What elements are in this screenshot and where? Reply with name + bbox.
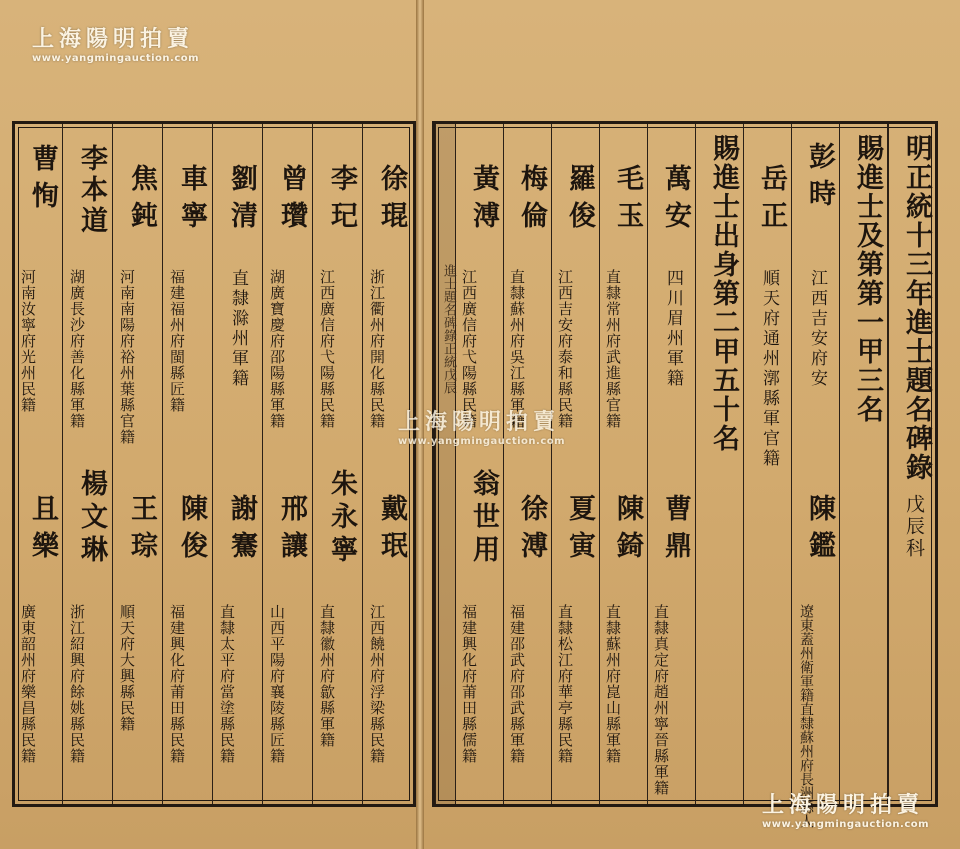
person-name: 謝騫 bbox=[226, 494, 257, 568]
list-item bbox=[743, 124, 791, 804]
native-place: 江西廣信府弋陽縣民籍 bbox=[318, 269, 336, 429]
person-name: 梅倫 bbox=[516, 164, 547, 238]
native-place: 湖廣寶慶府邵陽縣軍籍 bbox=[268, 269, 286, 429]
person-name: 毛玉 bbox=[612, 164, 643, 238]
person-name: 車寧 bbox=[176, 164, 207, 238]
watermark-center bbox=[398, 405, 565, 447]
native-place: 福建福州府閩縣匠籍 bbox=[168, 269, 186, 413]
native-place: 直隸蘇州府吳江縣軍籍 bbox=[508, 269, 526, 429]
list-item bbox=[791, 124, 839, 828]
native-place: 直隸蘇州府崑山縣軍籍 bbox=[604, 604, 622, 764]
person-name: 夏寅 bbox=[564, 494, 595, 568]
native-place: 順天府大興縣民籍 bbox=[118, 604, 136, 732]
native-place: 江西廣信府弋陽縣民籍 bbox=[460, 269, 478, 429]
person-name: 焦鈍 bbox=[126, 164, 157, 238]
person-name: 徐琨 bbox=[376, 164, 407, 238]
person-name: 萬安 bbox=[660, 164, 691, 238]
watermark-name: 上海陽明拍賣 bbox=[762, 792, 925, 818]
person-name: 戴珉 bbox=[376, 494, 407, 568]
list-item bbox=[647, 124, 695, 804]
list-item bbox=[503, 124, 551, 804]
second-class-heading: 賜進士出身第二甲五十名 bbox=[708, 134, 739, 453]
watermark-name: 上海陽明拍賣 bbox=[32, 26, 195, 52]
page-title: 明正統十三年進士題名碑錄 bbox=[901, 134, 932, 482]
person-name: 翁世用 bbox=[468, 469, 499, 568]
person-name: 岳正 bbox=[756, 164, 787, 238]
native-place: 江西吉安府安 bbox=[807, 269, 827, 389]
native-place: 浙江紹興府餘姚縣民籍 bbox=[68, 604, 86, 764]
watermark-url: www.yangmingauction.com bbox=[32, 53, 200, 64]
native-place: 直隸徽州府歙縣軍籍 bbox=[318, 604, 336, 748]
list-item bbox=[15, 124, 62, 804]
person-name: 陳俊 bbox=[176, 494, 207, 568]
list-item bbox=[362, 124, 413, 804]
person-name: 王琮 bbox=[126, 494, 157, 568]
person-name: 李玘 bbox=[326, 164, 357, 238]
native-place: 直隸松江府華亭縣民籍 bbox=[556, 604, 574, 764]
native-place: 直隸太平府當塗縣民籍 bbox=[218, 604, 236, 764]
native-place: 直隸真定府趙州寧晉縣軍籍 bbox=[652, 604, 670, 796]
native-place: 浙江衢州府開化縣民籍 bbox=[368, 269, 386, 429]
person-name: 彭時 bbox=[804, 142, 835, 216]
native-place: 福建興化府莆田縣儒籍 bbox=[460, 604, 478, 764]
fold-column bbox=[435, 124, 455, 804]
person-name: 且樂 bbox=[27, 494, 58, 568]
person-name: 李本道 bbox=[76, 144, 107, 237]
native-place: 河南汝寧府光州民籍 bbox=[19, 269, 37, 413]
left-page-frame bbox=[12, 121, 416, 807]
native-place: 直隸滁州軍籍 bbox=[228, 269, 248, 389]
list-item bbox=[62, 124, 112, 804]
person-name: 曹鼎 bbox=[660, 494, 691, 568]
native-place: 福建邵武府邵武縣軍籍 bbox=[508, 604, 526, 764]
list-item bbox=[312, 124, 362, 804]
list-item bbox=[112, 124, 162, 804]
watermark-name: 上海陽明拍賣 bbox=[398, 409, 561, 435]
list-item bbox=[455, 124, 503, 804]
person-name: 徐溥 bbox=[516, 494, 547, 568]
native-place: 四川眉州軍籍 bbox=[663, 269, 683, 389]
native-place: 湖廣長沙府善化縣軍籍 bbox=[68, 269, 86, 429]
person-name: 朱永寧 bbox=[326, 469, 357, 568]
person-name: 楊文琳 bbox=[76, 469, 107, 568]
title-column bbox=[887, 124, 935, 804]
native-place: 河南南陽府裕州葉縣官籍 bbox=[118, 269, 136, 445]
list-item bbox=[599, 124, 647, 804]
list-item bbox=[551, 124, 599, 804]
list-item bbox=[212, 124, 262, 804]
native-place: 山西平陽府襄陵縣匠籍 bbox=[268, 604, 286, 764]
person-name: 曾瓚 bbox=[276, 164, 307, 238]
person-name: 黃溥 bbox=[468, 164, 499, 238]
native-place: 福建興化府莆田縣民籍 bbox=[168, 604, 186, 764]
second-class-heading-column bbox=[695, 124, 743, 804]
watermark-bottom-right bbox=[762, 788, 929, 830]
first-class-heading: 賜進士及第第一甲三名 bbox=[852, 134, 883, 424]
native-place: 順天府通州漷縣軍官籍 bbox=[759, 269, 779, 469]
watermark-top-left bbox=[32, 22, 199, 64]
person-name: 劉清 bbox=[226, 164, 257, 238]
person-name: 陳鑑 bbox=[804, 494, 835, 568]
title-note: 戊辰科 bbox=[903, 494, 925, 560]
person-name: 曹恂 bbox=[27, 144, 58, 218]
person-name: 邢讓 bbox=[276, 494, 307, 568]
person-name: 羅俊 bbox=[564, 164, 595, 238]
native-place: 廣東韶州府樂昌縣民籍 bbox=[19, 604, 37, 764]
native-place: 遼東蓋州衛軍籍直隸蘇州府長洲縣人 bbox=[798, 604, 814, 828]
watermark-url: www.yangmingauction.com bbox=[762, 819, 930, 830]
list-item bbox=[262, 124, 312, 804]
native-place: 江西吉安府泰和縣民籍 bbox=[556, 269, 574, 429]
watermark-url: www.yangmingauction.com bbox=[398, 436, 566, 447]
list-item bbox=[162, 124, 212, 804]
native-place: 直隸常州府武進縣官籍 bbox=[604, 269, 622, 429]
native-place: 江西饒州府浮梁縣民籍 bbox=[368, 604, 386, 764]
person-name: 陳錡 bbox=[612, 494, 643, 568]
first-class-heading-column bbox=[839, 124, 887, 804]
fold-text: 進士題名碑錄正統戊辰 bbox=[441, 264, 456, 394]
